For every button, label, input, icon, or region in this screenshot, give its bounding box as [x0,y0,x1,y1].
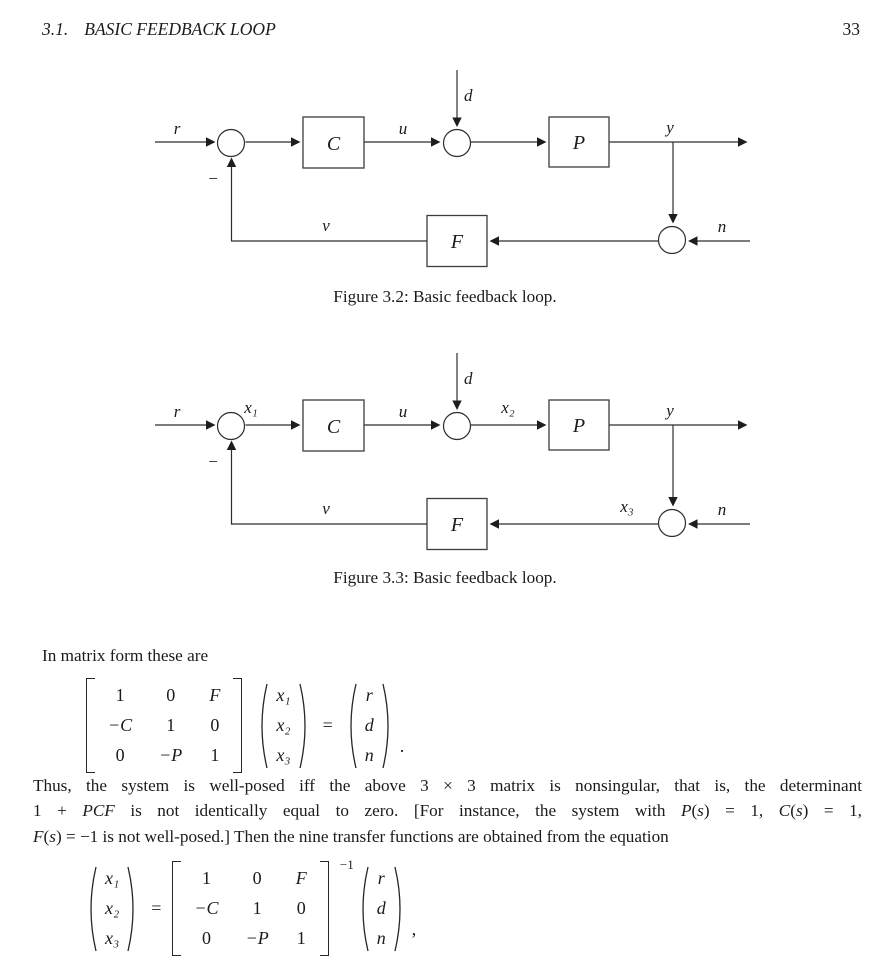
matrix-cell: −P [159,745,183,765]
vector-entry: d [364,715,374,735]
summing-junction-error [218,130,245,157]
figure-3-2-diagram [140,60,760,275]
label-n: n [717,500,727,519]
label-v: v [322,216,330,235]
label-x1: x₁ [244,398,258,417]
label-x2: x₂ [501,398,515,417]
matrix-cell: F [295,868,307,888]
label-y: y [666,401,674,420]
figure-3-3-caption: Figure 3.3: Basic feedback loop. [333,568,557,587]
label-minus: − [207,169,219,188]
paragraph-line: Thus, the system is well-posed iff the above 3 × 3 matrix is nonsingular, that is, the determinant [33,776,862,795]
figure-3-3-diagram [140,343,760,558]
vector-entry: x₃ [276,745,291,765]
vector-entry: n [376,928,386,948]
vector-entry: x₂ [276,715,291,735]
label-block-f: F [450,231,464,253]
equation-matrix-form [86,678,404,773]
paren-left [255,681,269,771]
bracket-left [86,678,95,773]
paren-left [84,864,98,954]
vector-entry: d [376,898,386,918]
paren-right [381,681,395,771]
summing-junction-noise [659,227,686,254]
matrix-cell: −C [108,715,133,735]
matrix-3x3-inverse [172,857,354,956]
body-paragraph [33,773,862,849]
label-block-c: C [326,133,341,155]
vector-rdn [344,681,395,771]
section-number: 3.1. [42,19,69,39]
label-x3: x₃ [620,497,634,516]
matrix-cell: 1 [210,745,220,765]
section-title: BASIC FEEDBACK LOOP [84,19,276,39]
vector-entry: x₃ [105,928,120,948]
summing-junction-disturbance [444,413,471,440]
label-u: u [398,402,408,421]
paragraph-line: F(s) = −1 is not well-posed.] Then the nine transfer functions are obtained from the equation [33,826,669,846]
equals-sign: = [322,715,333,735]
bracket-right [233,678,242,773]
label-block-p: P [572,415,586,437]
summing-junction-disturbance [444,130,471,157]
label-r: r [173,119,181,138]
matrix-cell: −C [194,898,219,918]
matrix-cell: 1 [201,868,211,888]
paragraph-line: 1 + PCF is not identically equal to zero. [For instance, the system with P(s) = 1, C(s) = 1, [33,801,862,821]
figure-3-2-caption: Figure 3.2: Basic feedback loop. [333,287,557,306]
vector-x [255,681,311,771]
label-y: y [666,118,674,137]
matrix-cell: −P [245,928,269,948]
vector-entry: r [377,868,385,888]
matrix-cell: 1 [115,685,125,705]
paren-right [298,681,312,771]
label-r: r [173,402,181,421]
matrix-cell: 0 [115,745,125,765]
vector-entry: n [364,745,374,765]
matrix-3x3 [86,678,242,773]
paren-left [344,681,358,771]
label-block-c: C [326,416,341,438]
vector-entry: x₂ [105,898,120,918]
label-d: d [464,86,473,105]
inverse-exponent: −1 [339,857,354,872]
matrix-cell: 0 [166,685,176,705]
label-block-p: P [572,132,586,154]
bracket-left [172,861,181,956]
label-block-f: F [450,514,464,536]
bracket-right [320,861,329,956]
vector-entry: x₁ [105,868,120,888]
equation-transfer-functions [84,857,417,956]
matrix-cell: 0 [210,715,220,735]
matrix-cell: 0 [252,868,262,888]
vector-entry: r [365,685,373,705]
matrix-cell: 0 [201,928,211,948]
label-d: d [464,369,473,388]
matrix-cell: 1 [252,898,262,918]
label-minus: − [207,452,219,471]
matrix-cell: 0 [296,898,306,918]
label-u: u [398,119,408,138]
matrix-intro-text: In matrix form these are [42,646,209,665]
paren-right [393,864,407,954]
paren-left [356,864,370,954]
vector-entry: x₁ [276,685,291,705]
equation-period: . [399,736,405,756]
summing-junction-error [218,413,245,440]
label-n: n [717,217,727,236]
vector-rdn [356,864,407,954]
equals-sign: = [151,898,162,918]
vector-x [84,864,140,954]
matrix-cell: 1 [166,715,176,735]
equation-comma: , [411,919,417,939]
label-v: v [322,499,330,518]
page-number: 33 [842,19,860,39]
matrix-cell: 1 [296,928,306,948]
matrix-cell: F [209,685,221,705]
summing-junction-noise [659,510,686,537]
paren-right [126,864,140,954]
running-header [42,19,860,40]
